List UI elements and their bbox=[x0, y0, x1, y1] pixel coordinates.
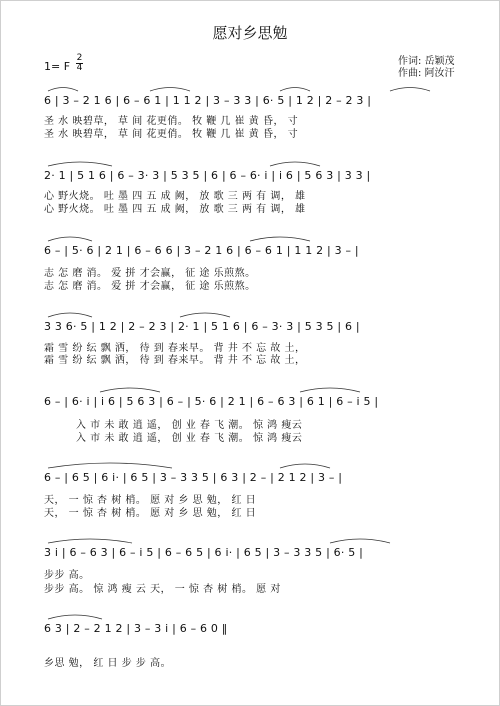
meter-top: 2 bbox=[76, 53, 83, 63]
slur-arc bbox=[48, 539, 132, 543]
lyric-line-2a: 心 野火烧。 吐 墨 四 五 成 阙， 放 歌 三 两 有 调， 雄 bbox=[44, 191, 306, 202]
lyricist-name: 岳颖茂 bbox=[424, 56, 455, 67]
notation-line-5: 6 – | 6· i | i 6 | 5 6 3 | 6 – | 5· 6 | 2 1 | 6 – 6 3 | 6 1 | 6 – i 5 | bbox=[44, 395, 379, 408]
slur-arc bbox=[48, 463, 172, 468]
lyric-line-7b: 步步 高。 惊 鸿 瘦 云 天， 一 惊 杏 树 梢。 愿 对 bbox=[44, 584, 281, 595]
lyric-line-4b: 霜 雪 纷 纭 飘 洒， 待 到 春来早。 背 井 不 忘 故 土， bbox=[44, 355, 306, 366]
lyric-line-6b: 天， 一 惊 杏 树 梢。 愿 对 乡 思 勉， 红 日 bbox=[44, 508, 257, 519]
slur-arc bbox=[250, 237, 310, 241]
slur-arc bbox=[48, 313, 92, 317]
meter-bottom: 4 bbox=[76, 63, 83, 73]
slur-arc bbox=[270, 162, 320, 166]
notation-line-6: 6 – | 6 5 | 6 i· | 6 5 | 3 – 3 3 5 | 6 3 | 2 – | 2 1 2 | 3 – | bbox=[44, 471, 343, 484]
slur-arc bbox=[48, 237, 92, 241]
slur-arc bbox=[48, 162, 112, 166]
slur-arc bbox=[390, 88, 430, 92]
lyric-line-5b: 入 市 未 敢 逍 遥， 创 业 春 飞 潮。 惊 鸿 瘦云 bbox=[76, 433, 303, 444]
notation-line-1: 6 | 3 – 2 1 6 | 6 – 6 1 | 1 1 2 | 3 – 3 3 | 6· 5 | 1 2 | 2 – 2 3 | bbox=[44, 94, 372, 107]
lyric-line-1a: 圣 水 映碧草， 草 间 花更俏。 牧 鞭 几 崔 黄 昏， 寸 bbox=[44, 116, 299, 127]
lyric-line-2b: 心 野火烧。 吐 墨 四 五 成 阙， 放 歌 三 两 有 调， 雄 bbox=[44, 204, 306, 215]
composer-label: 作曲: bbox=[398, 68, 422, 79]
notation-line-8: 6 3 | 2 – 2 1 2 | 3 – 3 i | 6 – 6 0 ‖ bbox=[44, 622, 228, 635]
slur-arc bbox=[100, 388, 160, 392]
slur-arc bbox=[150, 88, 190, 92]
slur-arc bbox=[180, 313, 230, 317]
slur-arc bbox=[48, 615, 102, 619]
composer-name: 阿汝汗 bbox=[424, 68, 455, 79]
slur-arc bbox=[48, 88, 78, 92]
lyric-line-4a: 霜 雪 纷 纭 飘 洒， 待 到 春来早。 背 井 不 忘 故 土， bbox=[44, 343, 306, 354]
lyric-line-1b: 圣 水 映碧草， 草 间 花更俏。 牧 鞭 几 崔 黄 昏， 寸 bbox=[44, 129, 299, 140]
notation-line-3: 6 – | 5· 6 | 2 1 | 6 – 6 6 | 3 – 2 1 6 | 6 – 6 1 | 1 1 2 | 3 – | bbox=[44, 244, 359, 257]
notation-line-2: 2· 1 | 5 1 6 | 6 – 3· 3 | 5 3 5 | 6 | 6 – 6· i | i 6 | 5 6 3 | 3 3 | bbox=[44, 169, 371, 182]
lyric-line-3b: 志 怎 磨 消。 爱 拼 才会赢， 征 途 乐煎熬。 bbox=[44, 281, 256, 292]
lyric-line-5a: 入 市 未 敢 逍 遥， 创 业 春 飞 潮。 惊 鸿 瘦云 bbox=[76, 420, 303, 431]
slur-arc bbox=[280, 464, 330, 468]
lyric-line-3a: 志 怎 磨 消。 爱 拼 才会赢， 征 途 乐煎熬。 bbox=[44, 268, 256, 279]
notation-line-7: 3 i | 6 – 6 3 | 6 – i 5 | 6 – 6 5 | 6 i· | 6 5 | 3 – 3 3 5 | 6· 5 | bbox=[44, 546, 364, 559]
lyric-line-6a: 天， 一 惊 杏 树 梢。 愿 对 乡 思 勉， 红 日 bbox=[44, 495, 257, 506]
lyricist-label: 作词: bbox=[398, 56, 422, 67]
slur-arc bbox=[330, 539, 390, 543]
slur-arc bbox=[280, 88, 310, 92]
lyric-line-7a: 步步 高。 bbox=[44, 570, 90, 581]
lyric-line-8a: 乡思 勉， 红 日 步 步 高。 bbox=[44, 658, 172, 669]
notation-line-4: 3 3 6· 5 | 1 2 | 2 – 2 3 | 2· 1 | 5 1 6 | 6 – 3· 3 | 5 3 5 | 6 | bbox=[44, 320, 360, 333]
song-title: 愿对乡思勉 bbox=[212, 24, 288, 42]
key-signature: 1= F bbox=[44, 60, 71, 73]
slur-arc bbox=[300, 388, 360, 392]
